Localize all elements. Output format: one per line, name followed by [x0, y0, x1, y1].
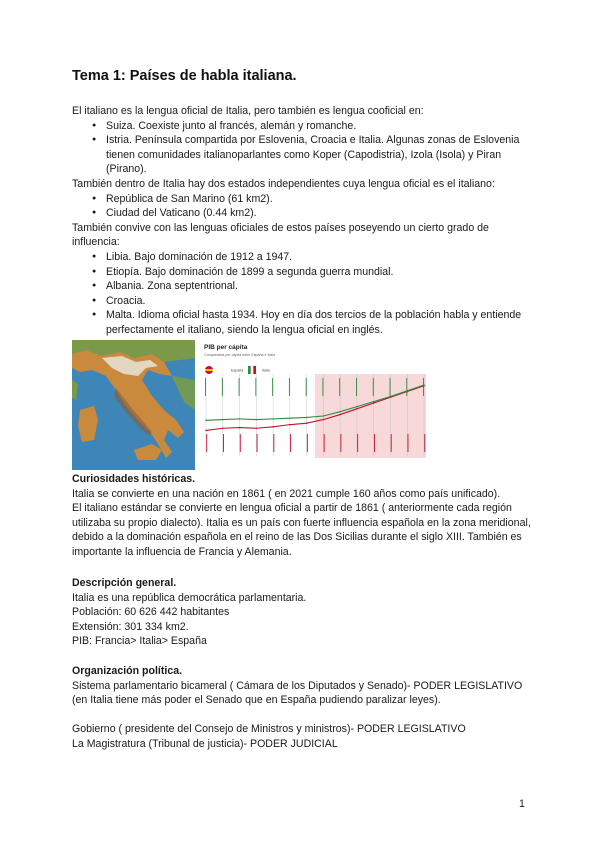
data-label-mark [390, 378, 391, 396]
data-label-mark [340, 434, 341, 452]
list-item: ● Istria. Península compartida por Eslovenia, Croacia e Italia. Algunas zonas de Eslovenia tienen comunidades italianoparlantes como Koper (Capodistria), Izola (Isola) y Piran (Pirano). [92, 133, 534, 177]
data-label-mark [273, 434, 274, 452]
influence-list [72, 250, 534, 338]
data-point [222, 419, 224, 421]
intro-text: El italiano es la lengua oficial de Italia, pero también es lengua cooficial en: [72, 105, 424, 117]
data-label-mark [406, 378, 407, 396]
descripcion-section [72, 576, 534, 649]
list-item: ● Malta. Idioma oficial hasta 1934. Hoy en día dos tercios de la población habla y entiende perfectamente el italiano, siendo la lengua oficial en inglés. [92, 308, 534, 337]
data-point [205, 430, 207, 432]
data-label-mark [206, 434, 207, 452]
chart-subtitle: Comparativa per cápita entre España e Italia [204, 353, 276, 357]
list-item: ● Suiza. Coexiste junto al francés, alemán y romanche. [92, 119, 534, 134]
gdp-chart [200, 340, 430, 470]
data-point [306, 417, 308, 419]
data-point [339, 414, 341, 416]
paragraph: Extensión: 301 334 km2. [72, 620, 189, 633]
data-label-mark [240, 434, 241, 452]
legend-label: Italia [262, 368, 270, 373]
data-point [356, 406, 358, 408]
data-point [222, 427, 224, 429]
data-point [356, 408, 358, 410]
data-label-mark [307, 434, 308, 452]
states-intro: También dentro de Italia hay dos estados independientes cuya lengua oficial es el italiano: [72, 177, 495, 190]
page-number: 1 [519, 798, 525, 810]
paragraph: Gobierno ( presidente del Consejo de Ministros y ministros)- PODER LEGISLATIVO [72, 723, 466, 736]
data-label-mark [222, 378, 223, 396]
data-label-mark [255, 378, 256, 396]
data-label-mark [391, 434, 392, 452]
data-point [339, 411, 341, 413]
data-label-mark [289, 378, 290, 396]
data-point [289, 424, 291, 426]
data-label-mark [322, 378, 323, 396]
figure-row [72, 340, 530, 470]
data-point [323, 419, 325, 421]
list-item: ● Albania. Zona septentrional. [92, 279, 534, 294]
paragraph: PIB: Francia> Italia> España [72, 635, 207, 648]
data-label-mark [257, 434, 258, 452]
section-heading: Curiosidades históricas. [72, 473, 196, 485]
data-point [406, 390, 408, 392]
section-heading: Descripción general. [72, 577, 177, 589]
curiosidades-section [72, 472, 534, 560]
data-point [239, 418, 241, 420]
data-label-mark [424, 434, 425, 452]
paragraph: Población: 60 626 442 habitantes [72, 606, 230, 619]
legend-label: España [231, 368, 244, 373]
forecast-shading [315, 374, 426, 458]
data-label-mark [290, 434, 291, 452]
data-label-mark [339, 378, 340, 396]
section-heading: Organización política. [72, 665, 183, 677]
italy-map-image [72, 340, 195, 470]
data-label-mark [239, 378, 240, 396]
data-label-mark [357, 434, 358, 452]
intro-section [72, 104, 534, 338]
paragraph: Sistema parlamentario bicameral ( Cámara de los Diputados y Senado)- PODER LEGISLATIVO (en Italia tiene más poder el Senado que en España pudiendo paralizar leyes). [72, 679, 523, 707]
data-point [373, 402, 375, 404]
data-point [390, 396, 392, 398]
data-label-mark [373, 378, 374, 396]
list-item: ● República de San Marino (61 km2). [92, 192, 534, 207]
data-point [373, 401, 375, 403]
data-label-mark [306, 378, 307, 396]
paragraph: El italiano estándar se convierte en lengua oficial a partir de 1861 ( anteriormente cada región utilizaba su propio dialecto). Italia es un país con fuerte influencia española en la zona meridional, debido a la dominación española en el reino de las Dos Sicilias durante el siglo XIII. También es importante la influencia de Francia y Alemania. [72, 502, 531, 558]
data-point [239, 427, 241, 429]
cooficial-list [72, 119, 534, 177]
data-label-mark [356, 378, 357, 396]
data-label-mark [374, 434, 375, 452]
data-point [256, 419, 258, 421]
list-item: ● Croacia. [92, 294, 534, 309]
data-point [423, 384, 425, 386]
organizacion-section [72, 664, 534, 752]
data-point [323, 415, 325, 417]
data-label-mark [205, 378, 206, 396]
list-item: ● Libia. Bajo dominación de 1912 a 1947. [92, 250, 534, 265]
data-point [289, 417, 291, 419]
data-label-mark [324, 434, 325, 452]
list-item: ● Ciudad del Vaticano (0.44 km2). [92, 206, 534, 221]
data-point [272, 418, 274, 420]
data-point [272, 426, 274, 428]
data-point [306, 422, 308, 424]
data-label-mark [408, 434, 409, 452]
data-label-mark [423, 378, 424, 396]
list-item: ● Etiopía. Bajo dominación de 1899 a segunda guerra mundial. [92, 265, 534, 280]
document-title: Tema 1: Países de habla italiana. [72, 68, 297, 84]
influence-intro: También convive con las lenguas oficiales de estos países poseyendo un cierto grado de influencia: [72, 221, 489, 249]
chart-title: PIB per cápita [204, 344, 248, 351]
data-point [205, 420, 207, 422]
paragraph: La Magistratura (Tribunal de justicia)- PODER JUDICIAL [72, 737, 338, 750]
data-label-mark [272, 378, 273, 396]
states-list [72, 192, 534, 221]
data-label-mark [223, 434, 224, 452]
paragraph: Italia es una república democrática parlamentaria. [72, 591, 307, 604]
data-point [256, 427, 258, 429]
paragraph: Italia se convierte en una nación en 1861 ( en 2021 cumple 160 años como país unificado). [72, 487, 501, 500]
